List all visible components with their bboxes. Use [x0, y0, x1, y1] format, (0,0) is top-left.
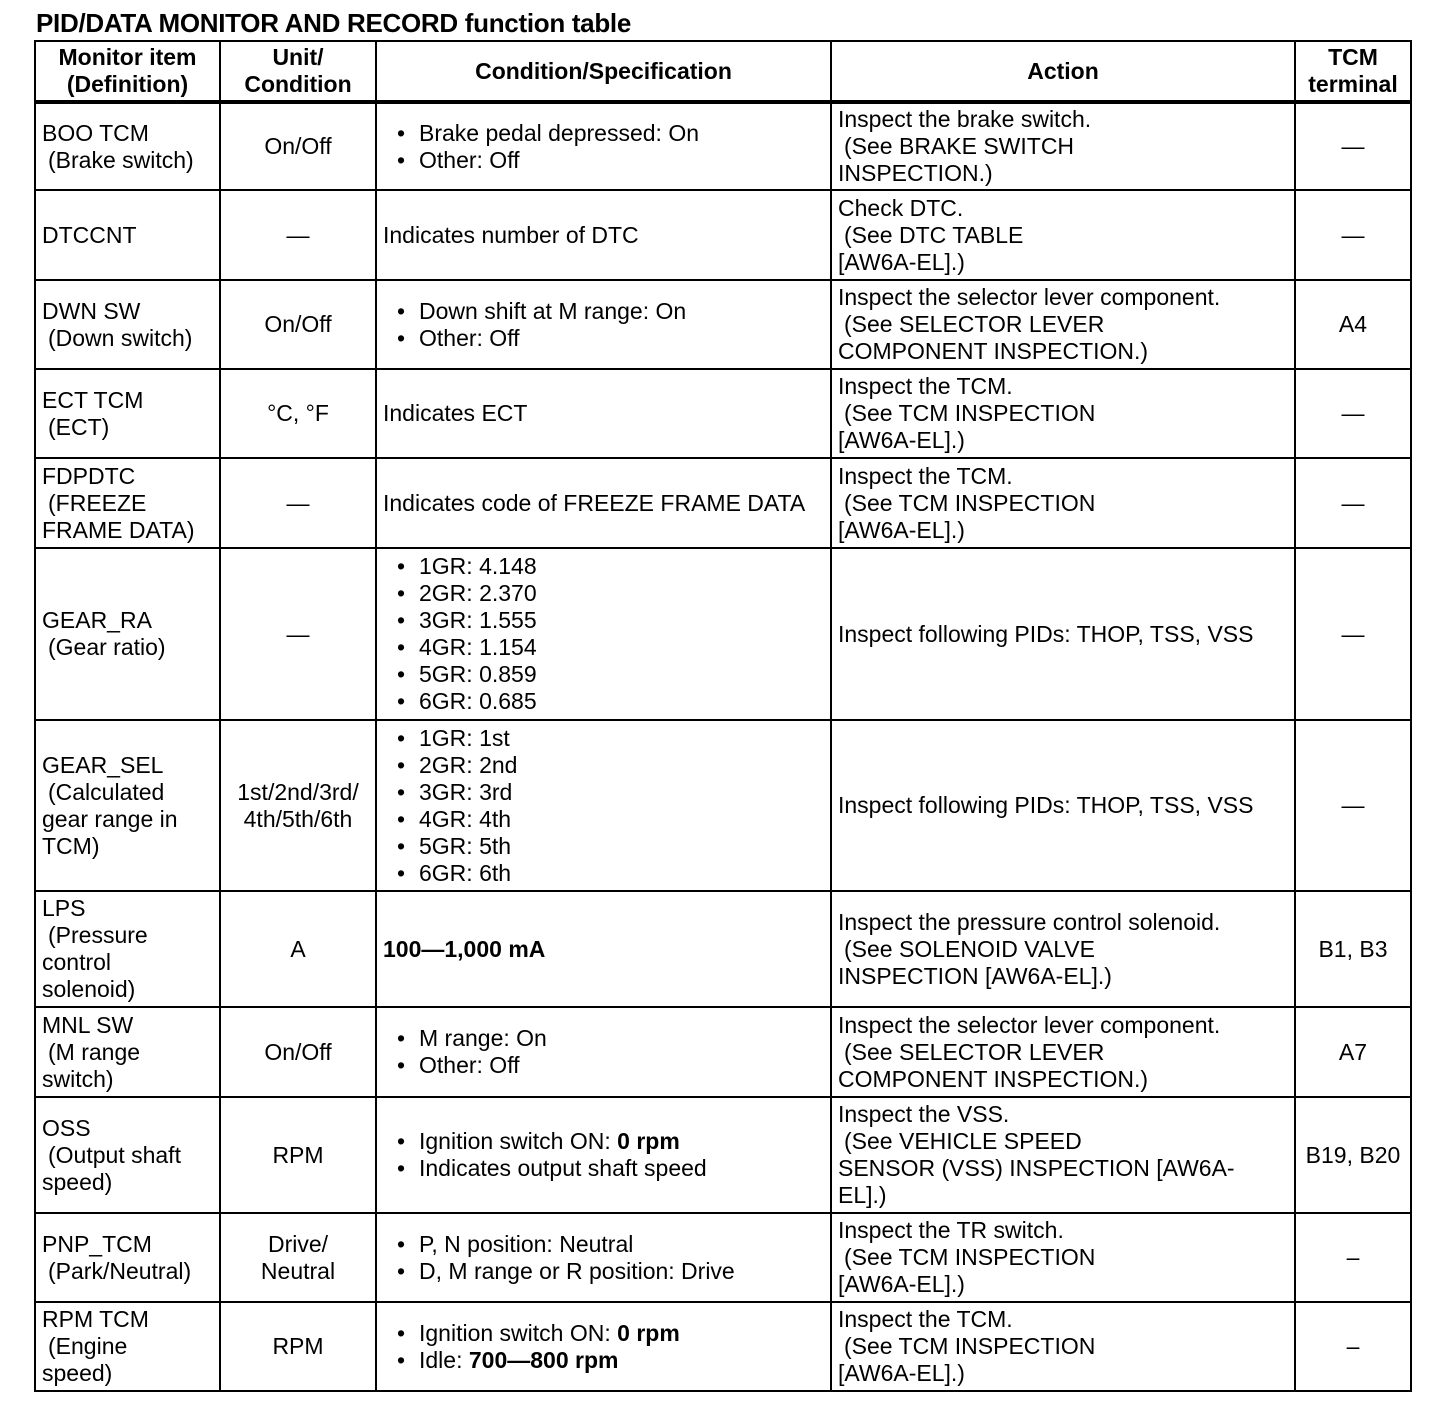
- unit-condition-cell: [220, 720, 376, 891]
- spec-bullet-item: • 1GR: 4.148: [383, 553, 824, 580]
- monitor-item-definition: FRAME DATA): [42, 516, 195, 543]
- table-row: [35, 891, 1411, 1007]
- monitor-item-name: OSS: [42, 1114, 91, 1141]
- tcm-terminal-cell: –: [1295, 1213, 1411, 1302]
- unit-condition-text: —: [286, 620, 310, 647]
- unit-condition-cell: [220, 1097, 376, 1213]
- spec-bullet-item: • M range: On: [383, 1025, 824, 1052]
- spec-text: Indicates code of FREEZE FRAME DATA: [383, 489, 806, 516]
- monitor-item-cell: [35, 1007, 220, 1097]
- spec-bullet-list: [383, 1128, 824, 1182]
- monitor-item-cell: [35, 720, 220, 891]
- header-monitor-item-line2: (Definition): [66, 71, 189, 97]
- unit-condition-text: On/Off: [264, 133, 332, 159]
- action-text: Inspect the brake switch.: [838, 106, 1092, 132]
- monitor-item-name: PNP_TCM: [42, 1230, 152, 1257]
- unit-condition-text: 1st/2nd/3rd/: [237, 778, 359, 805]
- unit-condition-text: On/Off: [264, 311, 332, 337]
- action-text: Inspect the TCM.: [838, 373, 1013, 399]
- unit-condition-text: Drive/: [267, 1230, 329, 1257]
- condition-specification-cell: [376, 102, 831, 190]
- unit-condition-text: RPM: [272, 1333, 324, 1359]
- unit-condition-cell: [220, 1007, 376, 1097]
- table-row: [35, 190, 1411, 280]
- action-cell: [831, 720, 1295, 891]
- action-text: [AW6A-EL].): [838, 1360, 965, 1386]
- monitor-item-definition: switch): [42, 1065, 114, 1092]
- monitor-item-cell: [35, 1302, 220, 1391]
- spec-bullet-item: • Other: Off: [383, 147, 824, 174]
- spec-bullet-item: • Down shift at M range: On: [383, 298, 824, 325]
- function-table: [34, 40, 1412, 1392]
- condition-specification-cell: [376, 720, 831, 891]
- unit-condition-cell: [220, 1302, 376, 1391]
- tcm-terminal-cell: B19, B20: [1295, 1097, 1411, 1213]
- spec-bullet-text: Indicates output shaft speed: [419, 1155, 707, 1181]
- tcm-terminal-cell: A7: [1295, 1007, 1411, 1097]
- action-cell: [831, 548, 1295, 720]
- condition-specification-cell: [376, 1302, 831, 1391]
- action-cell: [831, 1007, 1295, 1097]
- spec-bullet-item: • 6GR: 0.685: [383, 688, 824, 715]
- monitor-item-name: RPM TCM: [42, 1306, 149, 1332]
- spec-bullet-text: Ignition switch ON:: [419, 1128, 618, 1154]
- monitor-item-name: MNL SW: [42, 1011, 134, 1038]
- action-text: INSPECTION [AW6A-EL].): [838, 962, 1112, 989]
- monitor-item-name: LPS: [42, 895, 86, 921]
- spec-bullet-item: [383, 1320, 824, 1347]
- action-text: (See TCM INSPECTION: [844, 489, 1096, 516]
- monitor-item-definition: (Pressure: [48, 922, 148, 948]
- table-row: [35, 1213, 1411, 1302]
- unit-condition-cell: [220, 369, 376, 458]
- unit-condition-text: —: [286, 489, 310, 516]
- monitor-item-cell: [35, 458, 220, 548]
- spec-bullet-text: Ignition switch ON:: [419, 1319, 618, 1346]
- condition-specification-cell: [376, 1213, 831, 1302]
- tcm-terminal-cell: —: [1295, 548, 1411, 720]
- monitor-item-definition: (Gear ratio): [48, 634, 166, 660]
- monitor-item-definition: (M range: [48, 1038, 141, 1065]
- action-text: Inspect the TR switch.: [838, 1217, 1064, 1243]
- action-text: Inspect the pressure control solenoid.: [838, 908, 1221, 935]
- spec-bullet-list: [383, 725, 824, 887]
- tcm-terminal-cell: B1, B3: [1295, 891, 1411, 1007]
- action-cell: [831, 458, 1295, 548]
- spec-bullet-item: • P, N position: Neutral: [383, 1231, 824, 1258]
- spec-bullet-list: [383, 1320, 824, 1374]
- unit-condition-cell: [220, 548, 376, 720]
- unit-condition-text: 4th/5th/6th: [243, 805, 353, 832]
- action-text: Inspect following PIDs: THOP, TSS, VSS: [838, 792, 1254, 818]
- monitor-item-definition: (Output shaft: [48, 1141, 181, 1168]
- page-title: PID/DATA MONITOR AND RECORD function table: [36, 8, 632, 38]
- spec-bullet-text: Idle:: [419, 1346, 469, 1373]
- action-text: COMPONENT INSPECTION.): [838, 338, 1149, 364]
- spec-bullet-item: • 3GR: 3rd: [383, 779, 824, 806]
- spec-bullet-list: [383, 1025, 824, 1079]
- action-text: (See TCM INSPECTION: [844, 400, 1096, 426]
- spec-bullet-value: 700—800 rpm: [468, 1346, 619, 1373]
- spec-bullet-list: [383, 1231, 824, 1285]
- tcm-terminal-cell: —: [1295, 102, 1411, 190]
- monitor-item-cell: [35, 369, 220, 458]
- unit-condition-cell: [220, 891, 376, 1007]
- monitor-item-cell: [35, 280, 220, 369]
- header-condition-specification: Condition/Specification: [376, 41, 831, 102]
- monitor-item-definition: TCM): [42, 832, 100, 859]
- tcm-terminal-cell: A4: [1295, 280, 1411, 369]
- condition-specification-cell: [376, 369, 831, 458]
- condition-specification-cell: [376, 458, 831, 548]
- unit-condition-text: RPM: [272, 1141, 324, 1168]
- monitor-item-cell: [35, 891, 220, 1007]
- monitor-item-cell: [35, 190, 220, 280]
- monitor-item-definition: speed): [42, 1168, 113, 1195]
- table-row: [35, 720, 1411, 891]
- header-action: Action: [831, 41, 1295, 102]
- header-monitor-item: [35, 41, 220, 102]
- action-text: (See SOLENOID VALVE: [844, 935, 1095, 962]
- monitor-item-cell: [35, 102, 220, 190]
- header-terminal-line2: terminal: [1308, 71, 1398, 97]
- action-text: (See TCM INSPECTION: [844, 1244, 1096, 1270]
- monitor-item-name: BOO TCM: [42, 119, 149, 146]
- spec-bullet-item: • 2GR: 2.370: [383, 580, 824, 607]
- action-text: (See BRAKE SWITCH: [844, 133, 1075, 159]
- spec-text: Indicates number of DTC: [383, 221, 639, 248]
- header-unit-condition: [220, 41, 376, 102]
- header-terminal-line1: TCM: [1328, 44, 1378, 70]
- action-text: [AW6A-EL].): [838, 248, 965, 275]
- spec-value: 100—1,000 mA: [383, 935, 546, 962]
- monitor-item-name: FDPDTC: [42, 462, 136, 489]
- spec-bullet-item: [383, 1347, 824, 1374]
- condition-specification-cell: [376, 891, 831, 1007]
- action-cell: [831, 102, 1295, 190]
- spec-bullet-item: • 5GR: 0.859: [383, 661, 824, 688]
- unit-condition-cell: [220, 102, 376, 190]
- action-text: Inspect the selector lever component.: [838, 284, 1221, 310]
- monitor-item-name: DTCCNT: [42, 221, 137, 248]
- table-row: [35, 102, 1411, 190]
- spec-text: Indicates ECT: [383, 400, 528, 426]
- monitor-item-definition: (Park/Neutral): [48, 1257, 192, 1284]
- monitor-item-definition: speed): [42, 1360, 113, 1386]
- spec-bullet-item: • 4GR: 4th: [383, 806, 824, 833]
- header-unit-line1: Unit/: [272, 44, 324, 70]
- spec-bullet-item: • 3GR: 1.555: [383, 607, 824, 634]
- monitor-item-name: ECT TCM: [42, 386, 144, 413]
- action-text: Check DTC.: [838, 194, 964, 221]
- unit-condition-cell: [220, 458, 376, 548]
- unit-condition-cell: [220, 190, 376, 280]
- action-text: Inspect following PIDs: THOP, TSS, VSS: [838, 620, 1254, 647]
- unit-condition-text: —: [286, 221, 310, 248]
- action-text: Inspect the VSS.: [838, 1101, 1010, 1127]
- table-row: [35, 369, 1411, 458]
- table-row: [35, 1097, 1411, 1213]
- unit-condition-text: A: [290, 935, 306, 962]
- action-text: (See DTC TABLE: [844, 221, 1024, 248]
- action-cell: [831, 1302, 1295, 1391]
- monitor-item-definition: (Calculated: [48, 778, 165, 805]
- monitor-item-cell: [35, 1097, 220, 1213]
- spec-bullet-item: • 4GR: 1.154: [383, 634, 824, 661]
- monitor-item-cell: [35, 1213, 220, 1302]
- unit-condition-cell: [220, 1213, 376, 1302]
- action-cell: [831, 891, 1295, 1007]
- spec-bullet-list: [383, 298, 824, 352]
- tcm-terminal-cell: —: [1295, 369, 1411, 458]
- action-text: EL].): [838, 1182, 887, 1208]
- spec-bullet-item: • 5GR: 5th: [383, 833, 824, 860]
- unit-condition-text: °C, °F: [267, 400, 329, 426]
- table-header-row: [35, 41, 1411, 102]
- action-text: (See VEHICLE SPEED: [844, 1128, 1082, 1154]
- monitor-item-name: GEAR_RA: [42, 607, 152, 633]
- condition-specification-cell: [376, 1097, 831, 1213]
- condition-specification-cell: [376, 548, 831, 720]
- monitor-item-definition: (Down switch): [48, 324, 193, 351]
- spec-bullet-item: • Other: Off: [383, 1052, 824, 1079]
- action-text: [AW6A-EL].): [838, 1271, 965, 1297]
- action-cell: [831, 280, 1295, 369]
- monitor-item-name: GEAR_SEL: [42, 751, 164, 778]
- monitor-item-definition: solenoid): [42, 976, 136, 1002]
- action-text: (See SELECTOR LEVER: [844, 1038, 1105, 1065]
- action-text: COMPONENT INSPECTION.): [838, 1065, 1149, 1092]
- unit-condition-text: Neutral: [260, 1257, 336, 1284]
- monitor-item-definition: (ECT): [48, 413, 110, 440]
- spec-bullet-item: [383, 1155, 824, 1182]
- table-row: [35, 458, 1411, 548]
- spec-bullet-list: [383, 553, 824, 715]
- spec-bullet-item: • D, M range or R position: Drive: [383, 1258, 824, 1285]
- table-row: [35, 548, 1411, 720]
- tcm-terminal-cell: –: [1295, 1302, 1411, 1391]
- action-text: Inspect the selector lever component.: [838, 1011, 1221, 1038]
- tcm-terminal-cell: —: [1295, 190, 1411, 280]
- action-text: (See TCM INSPECTION: [844, 1333, 1096, 1359]
- condition-specification-cell: [376, 1007, 831, 1097]
- action-text: (See SELECTOR LEVER: [844, 311, 1105, 337]
- table-row: [35, 280, 1411, 369]
- spec-bullet-item: • Brake pedal depressed: On: [383, 120, 824, 147]
- unit-condition-cell: [220, 280, 376, 369]
- header-tcm-terminal: [1295, 41, 1411, 102]
- table-row: [35, 1302, 1411, 1391]
- spec-bullet-item: • 2GR: 2nd: [383, 752, 824, 779]
- spec-bullet-item: • 1GR: 1st: [383, 725, 824, 752]
- spec-bullet-item: [383, 1128, 824, 1155]
- spec-bullet-item: • Other: Off: [383, 325, 824, 352]
- action-text: [AW6A-EL].): [838, 516, 965, 543]
- action-cell: [831, 1213, 1295, 1302]
- spec-bullet-value: 0 rpm: [617, 1128, 680, 1154]
- spec-bullet-list: [383, 120, 824, 174]
- monitor-item-cell: [35, 548, 220, 720]
- header-unit-line2: Condition: [244, 71, 352, 97]
- table-body: [35, 102, 1411, 1391]
- condition-specification-cell: [376, 190, 831, 280]
- unit-condition-text: On/Off: [264, 1038, 332, 1065]
- monitor-item-name: DWN SW: [42, 297, 141, 324]
- monitor-item-definition: (Engine: [48, 1333, 128, 1359]
- monitor-item-definition: (Brake switch): [48, 146, 194, 173]
- spec-bullet-item: • 6GR: 6th: [383, 860, 824, 887]
- action-cell: [831, 1097, 1295, 1213]
- tcm-terminal-cell: —: [1295, 458, 1411, 548]
- action-text: SENSOR (VSS) INSPECTION [AW6A-: [838, 1155, 1235, 1181]
- monitor-item-definition: control: [42, 949, 112, 975]
- action-text: INSPECTION.): [838, 160, 993, 186]
- action-text: [AW6A-EL].): [838, 427, 965, 453]
- action-cell: [831, 190, 1295, 280]
- action-cell: [831, 369, 1295, 458]
- monitor-item-definition: gear range in: [42, 805, 178, 832]
- action-text: Inspect the TCM.: [838, 1306, 1013, 1332]
- tcm-terminal-cell: —: [1295, 720, 1411, 891]
- spec-bullet-value: 0 rpm: [617, 1319, 680, 1346]
- table-row: [35, 1007, 1411, 1097]
- header-monitor-item-line1: Monitor item: [58, 44, 197, 70]
- condition-specification-cell: [376, 280, 831, 369]
- monitor-item-definition: (FREEZE: [48, 489, 147, 516]
- action-text: Inspect the TCM.: [838, 462, 1013, 489]
